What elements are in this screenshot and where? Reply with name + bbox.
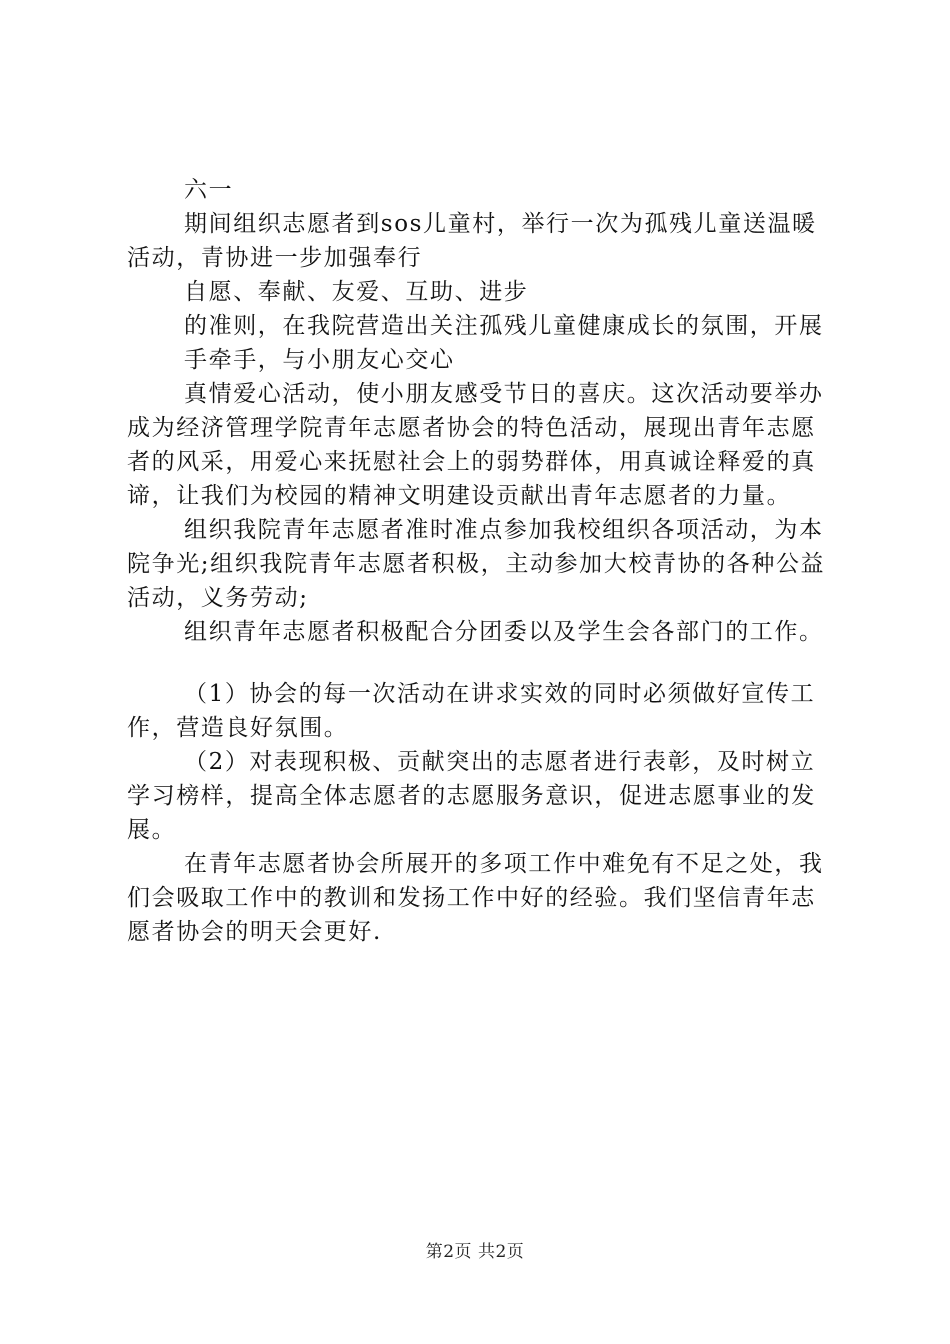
paragraph-school-activities: 组织我院青年志愿者准时准点参加我校组织各项活动，为本院争光;组织我院青年志愿者积极，主动参加大校青协的各种公益活动，义务劳动; [127,517,826,611]
paragraph-cooperation: 组织青年志愿者积极配合分团委以及学生会各部门的工作。 [184,619,824,645]
paragraph-item-1: （1）协会的每一次活动在讲求实效的同时必须做好宣传工作，营造良好氛围。 [127,681,816,741]
paragraph-guideline: 的准则，在我院营造出关注孤残儿童健康成长的氛围，开展 [184,313,824,339]
paragraph-principles: 自愿、奉献、友爱、互助、进步 [184,279,529,305]
document-body [127,173,837,949]
paragraph-sos-activity: 期间组织志愿者到sos儿童村，举行一次为孤残儿童送温暖活动，青协进一步加强奉行 [127,211,817,271]
paragraph-item-2: （2）对表现积极、贡献突出的志愿者进行表彰，及时树立学习榜样，提高全体志愿者的志愿服务意识，促进志愿事业的发展。 [127,749,816,843]
paragraph-hand-in-hand: 手牵手，与小朋友心交心 [184,347,455,373]
paragraph-liuyi: 六一 [184,177,234,203]
page-number-footer: 第2页 共2页 [425,1242,525,1262]
paragraph-love-activity: 真情爱心活动，使小朋友感受节日的喜庆。这次活动要举办成为经济管理学院青年志愿者协会的特色活动，展现出青年志愿者的风采，用爱心来抚慰社会上的弱势群体，用真诚诠释爱的真谛，让我们为校园的精神文明建设贡献出青年志愿者的力量。 [127,381,824,509]
paragraph-conclusion: 在青年志愿者协会所展开的多项工作中难免有不足之处，我们会吸取工作中的教训和发扬工作中好的经验。我们坚信青年志愿者协会的明天会更好. [127,851,824,945]
